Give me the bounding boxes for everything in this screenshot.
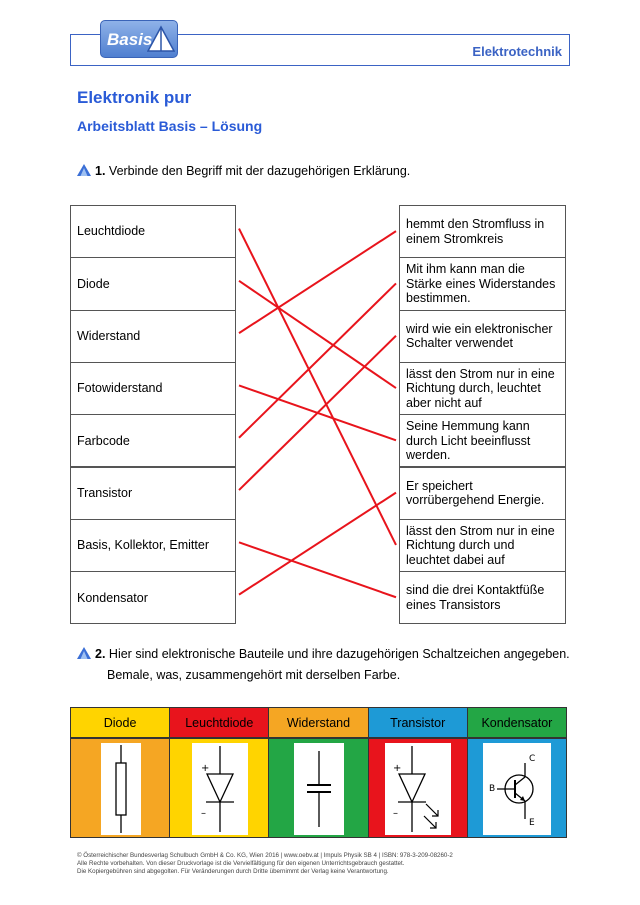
page-title: Elektronik pur	[77, 88, 192, 107]
connection-line	[239, 231, 396, 333]
term-box[interactable]: Leuchtdiode	[70, 205, 236, 258]
connection-line	[239, 229, 396, 545]
component-name-cell: Kondensator	[467, 707, 567, 738]
logo-text: Basis	[107, 30, 153, 49]
connection-line	[239, 336, 396, 490]
footer	[77, 852, 453, 875]
component-name-cell: Diode	[70, 707, 170, 738]
component-name-cell: Widerstand	[268, 707, 368, 738]
task2-line1: Hier sind elektronische Bauteile und ihre dazugehörigen Schaltzeichen angegeben.	[108, 647, 570, 661]
diode-symbol-icon	[198, 744, 242, 834]
subject-label: Elektrotechnik	[472, 44, 562, 59]
term-box[interactable]: Farbcode	[70, 414, 236, 467]
led-symbol-card	[385, 743, 451, 835]
component-name-cell: Transistor	[368, 707, 468, 738]
connection-line	[239, 493, 396, 595]
transistor-symbol-card	[483, 743, 551, 835]
term-box[interactable]: Kondensator	[70, 571, 236, 624]
task2-number: 2.	[95, 647, 106, 661]
symbol-cell	[368, 738, 468, 838]
term-box[interactable]: Transistor	[70, 467, 236, 520]
symbol-cell	[467, 738, 567, 838]
svg-text:+: +	[200, 763, 210, 774]
symbol-cell	[70, 738, 170, 838]
symbol-cell	[169, 738, 269, 838]
term-box[interactable]: Fotowiderstand	[70, 362, 236, 415]
task2-instruction	[95, 647, 570, 661]
footer-line-1: © Österreichischer Bundesverlag Schulbuch GmbH & Co. KG, Wien 2016 | www.oebv.at | Impuls Physik SB 4 | ISBN: 978-3-209-08260-2	[77, 852, 453, 859]
explanation-box[interactable]: Er speichert vorrübergehend Energie.	[399, 467, 566, 520]
transistor-symbol-icon	[487, 749, 547, 829]
footer-line-3: Die Kopiergebühren sind abgegolten. Für Veränderungen durch Dritte übernimmt der Verlag keine Verantwortung.	[77, 867, 389, 875]
task1-number: 1.	[95, 164, 106, 178]
term-box[interactable]: Diode	[70, 257, 236, 310]
led-symbol-icon	[390, 744, 446, 834]
task-level-icon	[77, 646, 92, 660]
svg-text:–: –	[200, 808, 206, 819]
explanation-box[interactable]: lässt den Strom nur in eine Richtung durch und leuchtet dabei auf	[399, 519, 566, 572]
svg-text:E: E	[529, 818, 536, 828]
svg-text:+: +	[393, 763, 402, 774]
svg-text:C: C	[529, 754, 536, 764]
explanation-box[interactable]: Seine Hemmung kann durch Licht beeinflusst werden.	[399, 414, 566, 467]
connection-line	[239, 283, 396, 437]
symbol-cell	[268, 738, 368, 838]
term-box[interactable]: Basis, Kollektor, Emitter	[70, 519, 236, 572]
task2-line2: Bemale, was, zusammengehört mit derselben Farbe.	[107, 668, 401, 682]
capacitor-symbol-icon	[303, 749, 335, 829]
connection-line	[239, 281, 396, 388]
explanation-box[interactable]: sind die drei Kontaktfüße eines Transistors	[399, 571, 566, 624]
diode-symbol-card	[192, 743, 248, 835]
svg-text:B: B	[489, 784, 496, 794]
explanation-box[interactable]: Mit ihm kann man die Stärke eines Widerstandes bestimmen.	[399, 257, 566, 310]
task1-text: Verbinde den Begriff mit der dazugehörigen Erklärung.	[108, 164, 411, 178]
term-box[interactable]: Widerstand	[70, 310, 236, 363]
footer-line-2: Alle Rechte vorbehalten. Von dieser Druckvorlage ist die Vervielfältigung für den eigenen Unterrichtsgebrauch gestattet.	[77, 859, 405, 867]
resistor-symbol-icon	[105, 743, 137, 835]
page-subtitle: Arbeitsblatt Basis – Lösung	[77, 118, 263, 134]
svg-text:–: –	[393, 808, 399, 819]
component-name-cell: Leuchtdiode	[169, 707, 269, 738]
explanation-box[interactable]: hemmt den Stromfluss in einem Stromkreis	[399, 205, 566, 258]
capacitor-symbol-card	[294, 743, 344, 835]
connection-line	[239, 542, 396, 597]
explanation-box[interactable]: lässt den Strom nur in eine Richtung durch, leuchtet aber nicht auf	[399, 362, 566, 415]
explanation-box[interactable]: wird wie ein elektronischer Schalter verwendet	[399, 310, 566, 363]
resistor-symbol-card	[101, 743, 141, 835]
